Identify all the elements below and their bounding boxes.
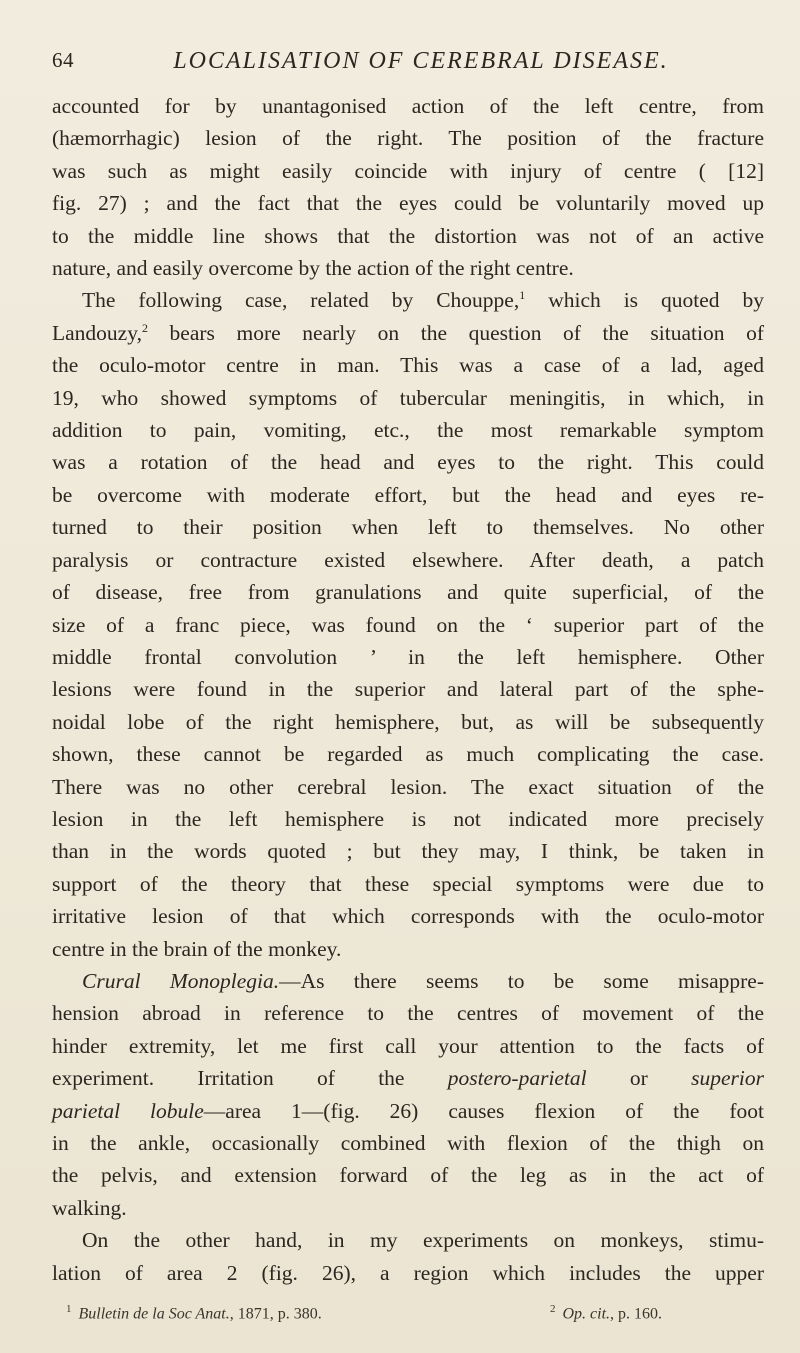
text-line: Crural Monoplegia.—As there seems to be some misappre-: [82, 968, 764, 993]
body-text: [52, 90, 764, 1289]
running-title: LOCALISATION OF CEREBRAL DISEASE.: [173, 48, 669, 74]
text-line: to the middle line shows that the distortion was not of an active: [52, 223, 764, 248]
text-line: size of a franc piece, was found on the ‘ superior part of the: [52, 612, 764, 637]
text-line: paralysis or contracture existed elsewhere. After death, a patch: [52, 547, 764, 572]
text-line: was a rotation of the head and eyes to the right. This could: [52, 450, 764, 475]
text-line: hinder extremity, let me first call your attention to the facts of: [52, 1033, 764, 1058]
text-line: middle frontal convolution ’ in the left hemisphere. Other: [52, 644, 764, 669]
text-line: in the ankle, occasionally combined with flexion of the thigh on: [52, 1131, 764, 1155]
text-line: The following case, related by Chouppe,$^1$ which is quoted by: [82, 288, 764, 313]
text-line: centre in the brain of the monkey.: [52, 936, 342, 961]
text-line: of disease, free from granulations and quite superficial, of the: [52, 580, 764, 605]
text-line: (hæmorrhagic) lesion of the right. The position of the fracture: [52, 126, 764, 151]
paragraph-3: [52, 965, 764, 1224]
page-number: 64: [52, 48, 74, 72]
footnote-ref-1: 1: [519, 288, 526, 303]
text-line: than in the words quoted ; but they may, I think, be taken in: [52, 839, 764, 864]
text-line: lation of area 2 (fig. 26), a region which includes the upper: [52, 1260, 764, 1285]
paragraph-4: [52, 1224, 764, 1289]
footnote-2: $^2$ Op. cit., p. 160.: [550, 1303, 663, 1323]
text-line: fig. 27) ; and the fact that the eyes could be voluntarily moved up: [52, 191, 764, 216]
text-line: addition to pain, vomiting, etc., the most remarkable symptom: [52, 418, 764, 443]
text-line: turned to their position when left to themselves. No other: [52, 515, 764, 540]
text-line: hension abroad in reference to the centres of movement of the: [52, 1001, 764, 1026]
page-header: [52, 48, 760, 82]
text-line: the oculo-motor centre in man. This was a case of a lad, aged: [52, 353, 764, 378]
text-line: experiment. Irritation of the postero-parietal or superior: [52, 1066, 764, 1091]
text-line: the pelvis, and extension forward of the leg as in the act of: [52, 1163, 764, 1188]
text-line: was such as might easily coincide with injury of centre ( [12]: [52, 158, 764, 183]
text-line: There was no other cerebral lesion. The exact situation of the: [52, 774, 764, 799]
text-line: walking.: [52, 1195, 127, 1220]
text-line: be overcome with moderate effort, but the head and eyes re-: [52, 482, 764, 507]
paragraph-1: [52, 90, 764, 284]
footnote-1: $^1$ Bulletin de la Soc Anat., 1871, p. 380.: [66, 1303, 322, 1323]
text-line: nature, and easily overcome by the action of the right centre.: [52, 256, 574, 281]
text-line: accounted for by unantagonised action of the left centre, from: [52, 94, 764, 118]
footnote-ref-2: 2: [141, 320, 148, 335]
text-line: lesions were found in the superior and lateral part of the sphe-: [52, 677, 764, 702]
text-line: support of the theory that these special symptoms were due to: [52, 871, 764, 896]
text-line: parietal lobule—area 1—(fig. 26) causes flexion of the foot: [52, 1098, 764, 1123]
text-line: On the other hand, in my experiments on monkeys, stimu-: [82, 1228, 764, 1253]
text-line: 19, who showed symptoms of tubercular meningitis, in which, in: [52, 385, 764, 410]
text-line: Landouzy,$^2$ bears more nearly on the question of the situation of: [52, 320, 764, 345]
text-line: noidal lobe of the right hemisphere, but, as will be subsequently: [52, 709, 764, 734]
text-line: lesion in the left hemisphere is not indicated more precisely: [52, 806, 764, 831]
paragraph-2: [52, 284, 764, 965]
text-line: shown, these cannot be regarded as much complicating the case.: [52, 742, 764, 767]
section-heading-italic: Crural Monoplegia.: [82, 968, 280, 993]
text-line: irritative lesion of that which corresponds with the oculo-motor: [52, 904, 764, 929]
